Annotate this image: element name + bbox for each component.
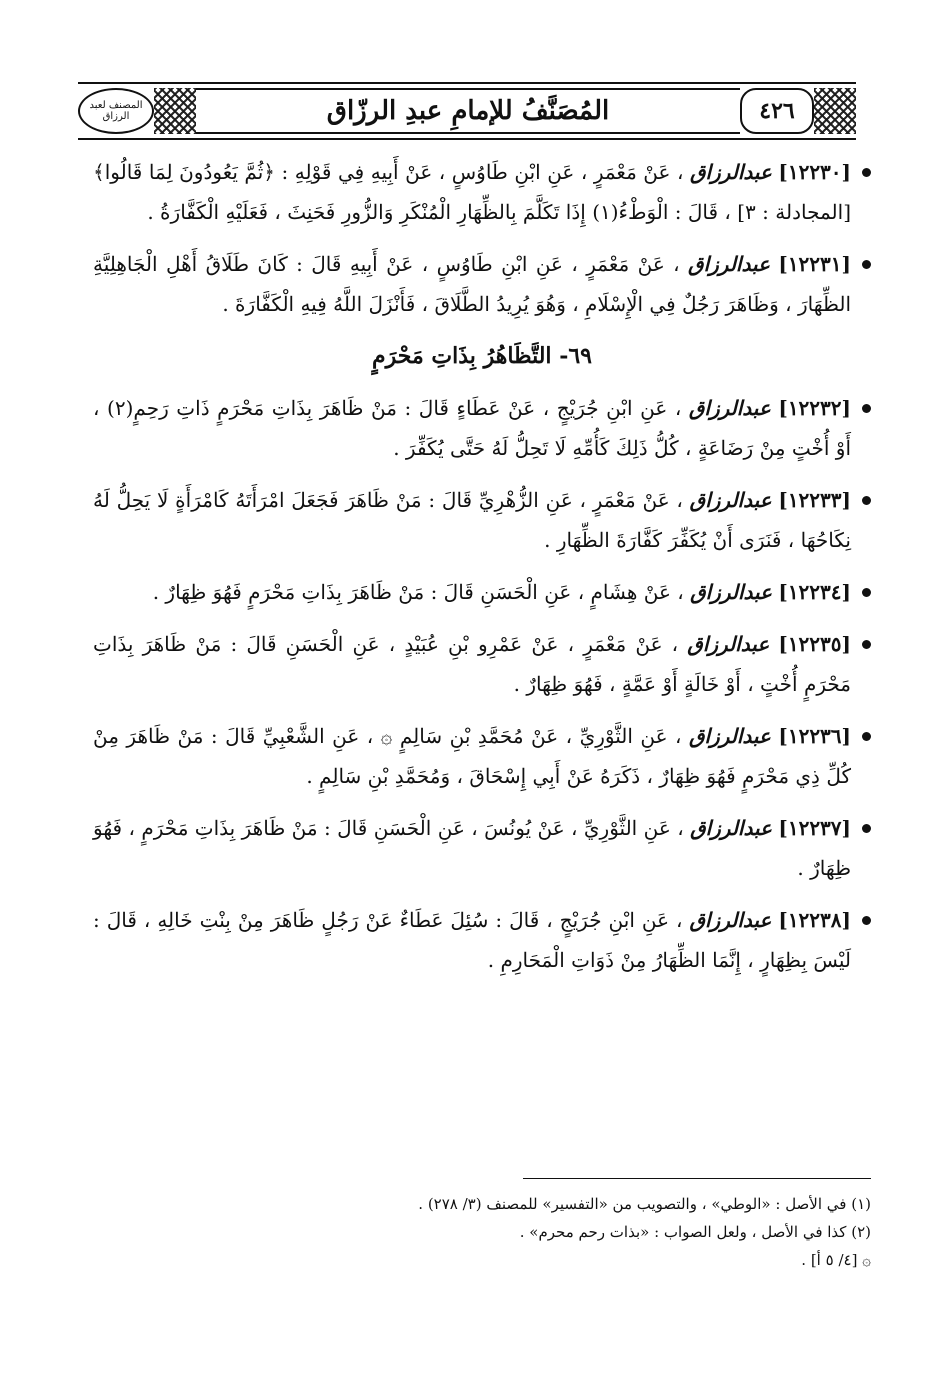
hadith-text: ، عَنِ الثَّوْرِيِّ ، عَنْ يُونُسَ ، عَنِ الْحَسَنِ قَالَ : مَنْ ظَاهَرَ بِذَاتِ مَحْرَمٍ ، فَهُوَ ظِهَارٌ . xyxy=(93,816,851,880)
hadith-number: [١٢٢٣٢] xyxy=(778,396,851,420)
bullet-icon xyxy=(862,640,871,649)
hadith-text: ، عَنِ ابْنِ جُرَيْجٍ ، عَنْ عَطَاءٍ قَالَ : مَنْ ظَاهَرَ بِذَاتِ مَحْرَمٍ ذَاتِ رَحِمٍ(٢) ، أَوْ أُخْتٍ مِنْ رَضَاعَةٍ ، كُلُّ ذَلِكَ كَأُمِّهِ لَا تَحِلُّ لَهُ حَتَّى يُكَفِّرَ . xyxy=(93,396,851,460)
bullet-icon xyxy=(862,824,871,833)
page-body xyxy=(93,152,871,992)
ornament-pattern-left xyxy=(154,88,196,134)
book-seal-logo: المصنف لعبد الرزاق xyxy=(78,88,154,134)
bullet-icon xyxy=(862,496,871,505)
header-inner xyxy=(78,88,856,134)
hadith-entry xyxy=(93,572,871,612)
book-title: المُصَنَّفُ للإمامِ عبدِ الرزّاق xyxy=(196,88,740,134)
hadith-text: ، عَنِ الثَّوْرِيِّ ، عَنْ مُحَمَّدِ بْنِ سَالِمٍ ۞ ، عَنِ الشَّعْبِيِّ قَالَ : مَنْ ظَاهَرَ مِنْ كُلِّ ذِي مَحْرَمٍ فَهُوَ ظِهَارٌ ، ذَكَرَهُ عَنْ أَبِي إِسْحَاقَ ، وَمُحَمَّدِ بْنِ سَالِمٍ . xyxy=(93,724,851,788)
hadith-number: [١٢٢٣٤] xyxy=(778,580,851,604)
bullet-icon xyxy=(862,916,871,925)
bullet-icon xyxy=(862,588,871,597)
footnote: (٢) كذا في الأصل ، ولعل الصواب : «بذات رحم محرم» . xyxy=(519,1223,871,1241)
hadith-entry xyxy=(93,716,871,796)
header-bottom-rule xyxy=(78,138,856,140)
narrator-name: عبدالرزاق xyxy=(689,908,772,932)
narrator-name: عبدالرزاق xyxy=(690,816,772,840)
running-header xyxy=(78,82,856,140)
hadith-entry xyxy=(93,808,871,888)
hadith-text: ، عَنْ مَعْمَرٍ ، عَنِ الزُّهْرِيِّ قَالَ : مَنْ ظَاهَرَ فَجَعَلَ امْرَأَتَهُ كَامْرَأَةٍ لَا يَحِلُّ لَهُ نِكَاحُهَا ، فَنَرَى أَنْ يُكَفِّرَ كَفَّارَةَ الظِّهَارِ . xyxy=(93,488,851,552)
footnote-separator xyxy=(523,1178,871,1179)
hadith-number: [١٢٢٣٨] xyxy=(778,908,851,932)
hadith-number: [١٢٢٣٣] xyxy=(778,488,851,512)
bullet-icon xyxy=(862,168,871,177)
narrator-name: عبدالرزاق xyxy=(688,724,771,748)
hadith-number: [١٢٢٣٧] xyxy=(778,816,852,840)
hadith-entry xyxy=(93,480,871,560)
hadith-entry xyxy=(93,152,871,232)
hadith-number: [١٢٢٣٥] xyxy=(778,632,851,656)
narrator-name: عبدالرزاق xyxy=(690,580,772,604)
footnote: (١) في الأصل : «الوطي» ، والتصويب من «التفسير» للمصنف (٣/ ٢٧٨) . xyxy=(418,1195,871,1213)
hadith-entry xyxy=(93,388,871,468)
hadith-text: ، عَنِ ابْنِ جُرَيْجٍ ، قَالَ : سُئِلَ عَطَاءٌ عَنْ رَجُلٍ ظَاهَرَ مِنْ بِنْتِ خَالِهِ ، قَالَ : لَيْسَ بِظِهَارٍ ، إِنَّمَا الظِّهَارُ مِنْ ذَوَاتِ الْمَحَارِمِ . xyxy=(93,908,851,972)
hadith-text: ، عَنْ مَعْمَرٍ ، عَنْ عَمْرِو بْنِ عُبَيْدٍ ، عَنِ الْحَسَنِ قَالَ : مَنْ ظَاهَرَ بِذَاتِ مَحْرَمٍ أُخْتٍ ، أَوْ خَالَةٍ أَوْ عَمَّةٍ ، فَهُوَ ظِهَارٌ . xyxy=(93,632,851,696)
ornament-pattern-right xyxy=(814,88,856,134)
hadith-entry xyxy=(93,244,871,324)
footnote: ۞ [٤/ ٥ أ] . xyxy=(801,1251,871,1269)
bullet-icon xyxy=(862,260,871,269)
narrator-name: عبدالرزاق xyxy=(687,632,770,656)
narrator-name: عبدالرزاق xyxy=(689,488,772,512)
hadith-entry xyxy=(93,624,871,704)
narrator-name: عبدالرزاق xyxy=(688,252,770,276)
header-top-rule xyxy=(78,82,856,84)
narrator-name: عبدالرزاق xyxy=(689,160,772,184)
narrator-name: عبدالرزاق xyxy=(688,396,771,420)
bullet-icon xyxy=(862,404,871,413)
hadith-text: ، عَنْ هِشَامٍ ، عَنِ الْحَسَنِ قَالَ : مَنْ ظَاهَرَ بِذَاتِ مَحْرَمٍ فَهُوَ ظِهَارٌ . xyxy=(152,580,684,604)
footnotes xyxy=(93,1190,871,1274)
bullet-icon xyxy=(862,732,871,741)
hadith-number: [١٢٢٣١] xyxy=(778,252,851,276)
hadith-number: [١٢٢٣٠] xyxy=(778,160,852,184)
hadith-text: ، عَنْ مَعْمَرٍ ، عَنِ ابْنِ طَاوُسٍ ، عَنْ أَبِيهِ فِي قَوْلِهِ : ﴿ثُمَّ يَعُودُونَ لِمَا قَالُوا﴾ [المجادلة : ٣] ، قَالَ : الْوَطْءُ(١) إِذَا تَكَلَّمَ بِالظِّهَارِ الْمُنْكَرِ وَالزُّورِ فَحَنِثَ ، فَعَلَيْهِ الْكَفَّارَةُ . xyxy=(93,160,851,224)
hadith-number: [١٢٢٣٦] xyxy=(778,724,852,748)
hadith-text: ، عَنْ مَعْمَرٍ ، عَنِ ابْنِ طَاوُسٍ ، عَنْ أَبِيهِ قَالَ : كَانَ طَلَاقُ أَهْلِ الْجَاهِلِيَّةِ الظِّهَارَ ، وَظَاهَرَ رَجُلٌ فِي الْإِسْلَامِ ، وَهُوَ يُرِيدُ الطَّلَاقَ ، فَأَنْزَلَ اللَّهُ فِيهِ الْكَفَّارَةَ . xyxy=(93,252,851,316)
hadith-entry xyxy=(93,900,871,980)
page-number: ٤٢٦ xyxy=(740,88,814,134)
chapter-heading: ٦٩- التَّظَاهُرُ بِذَاتِ مَحْرَمٍ xyxy=(372,343,592,369)
